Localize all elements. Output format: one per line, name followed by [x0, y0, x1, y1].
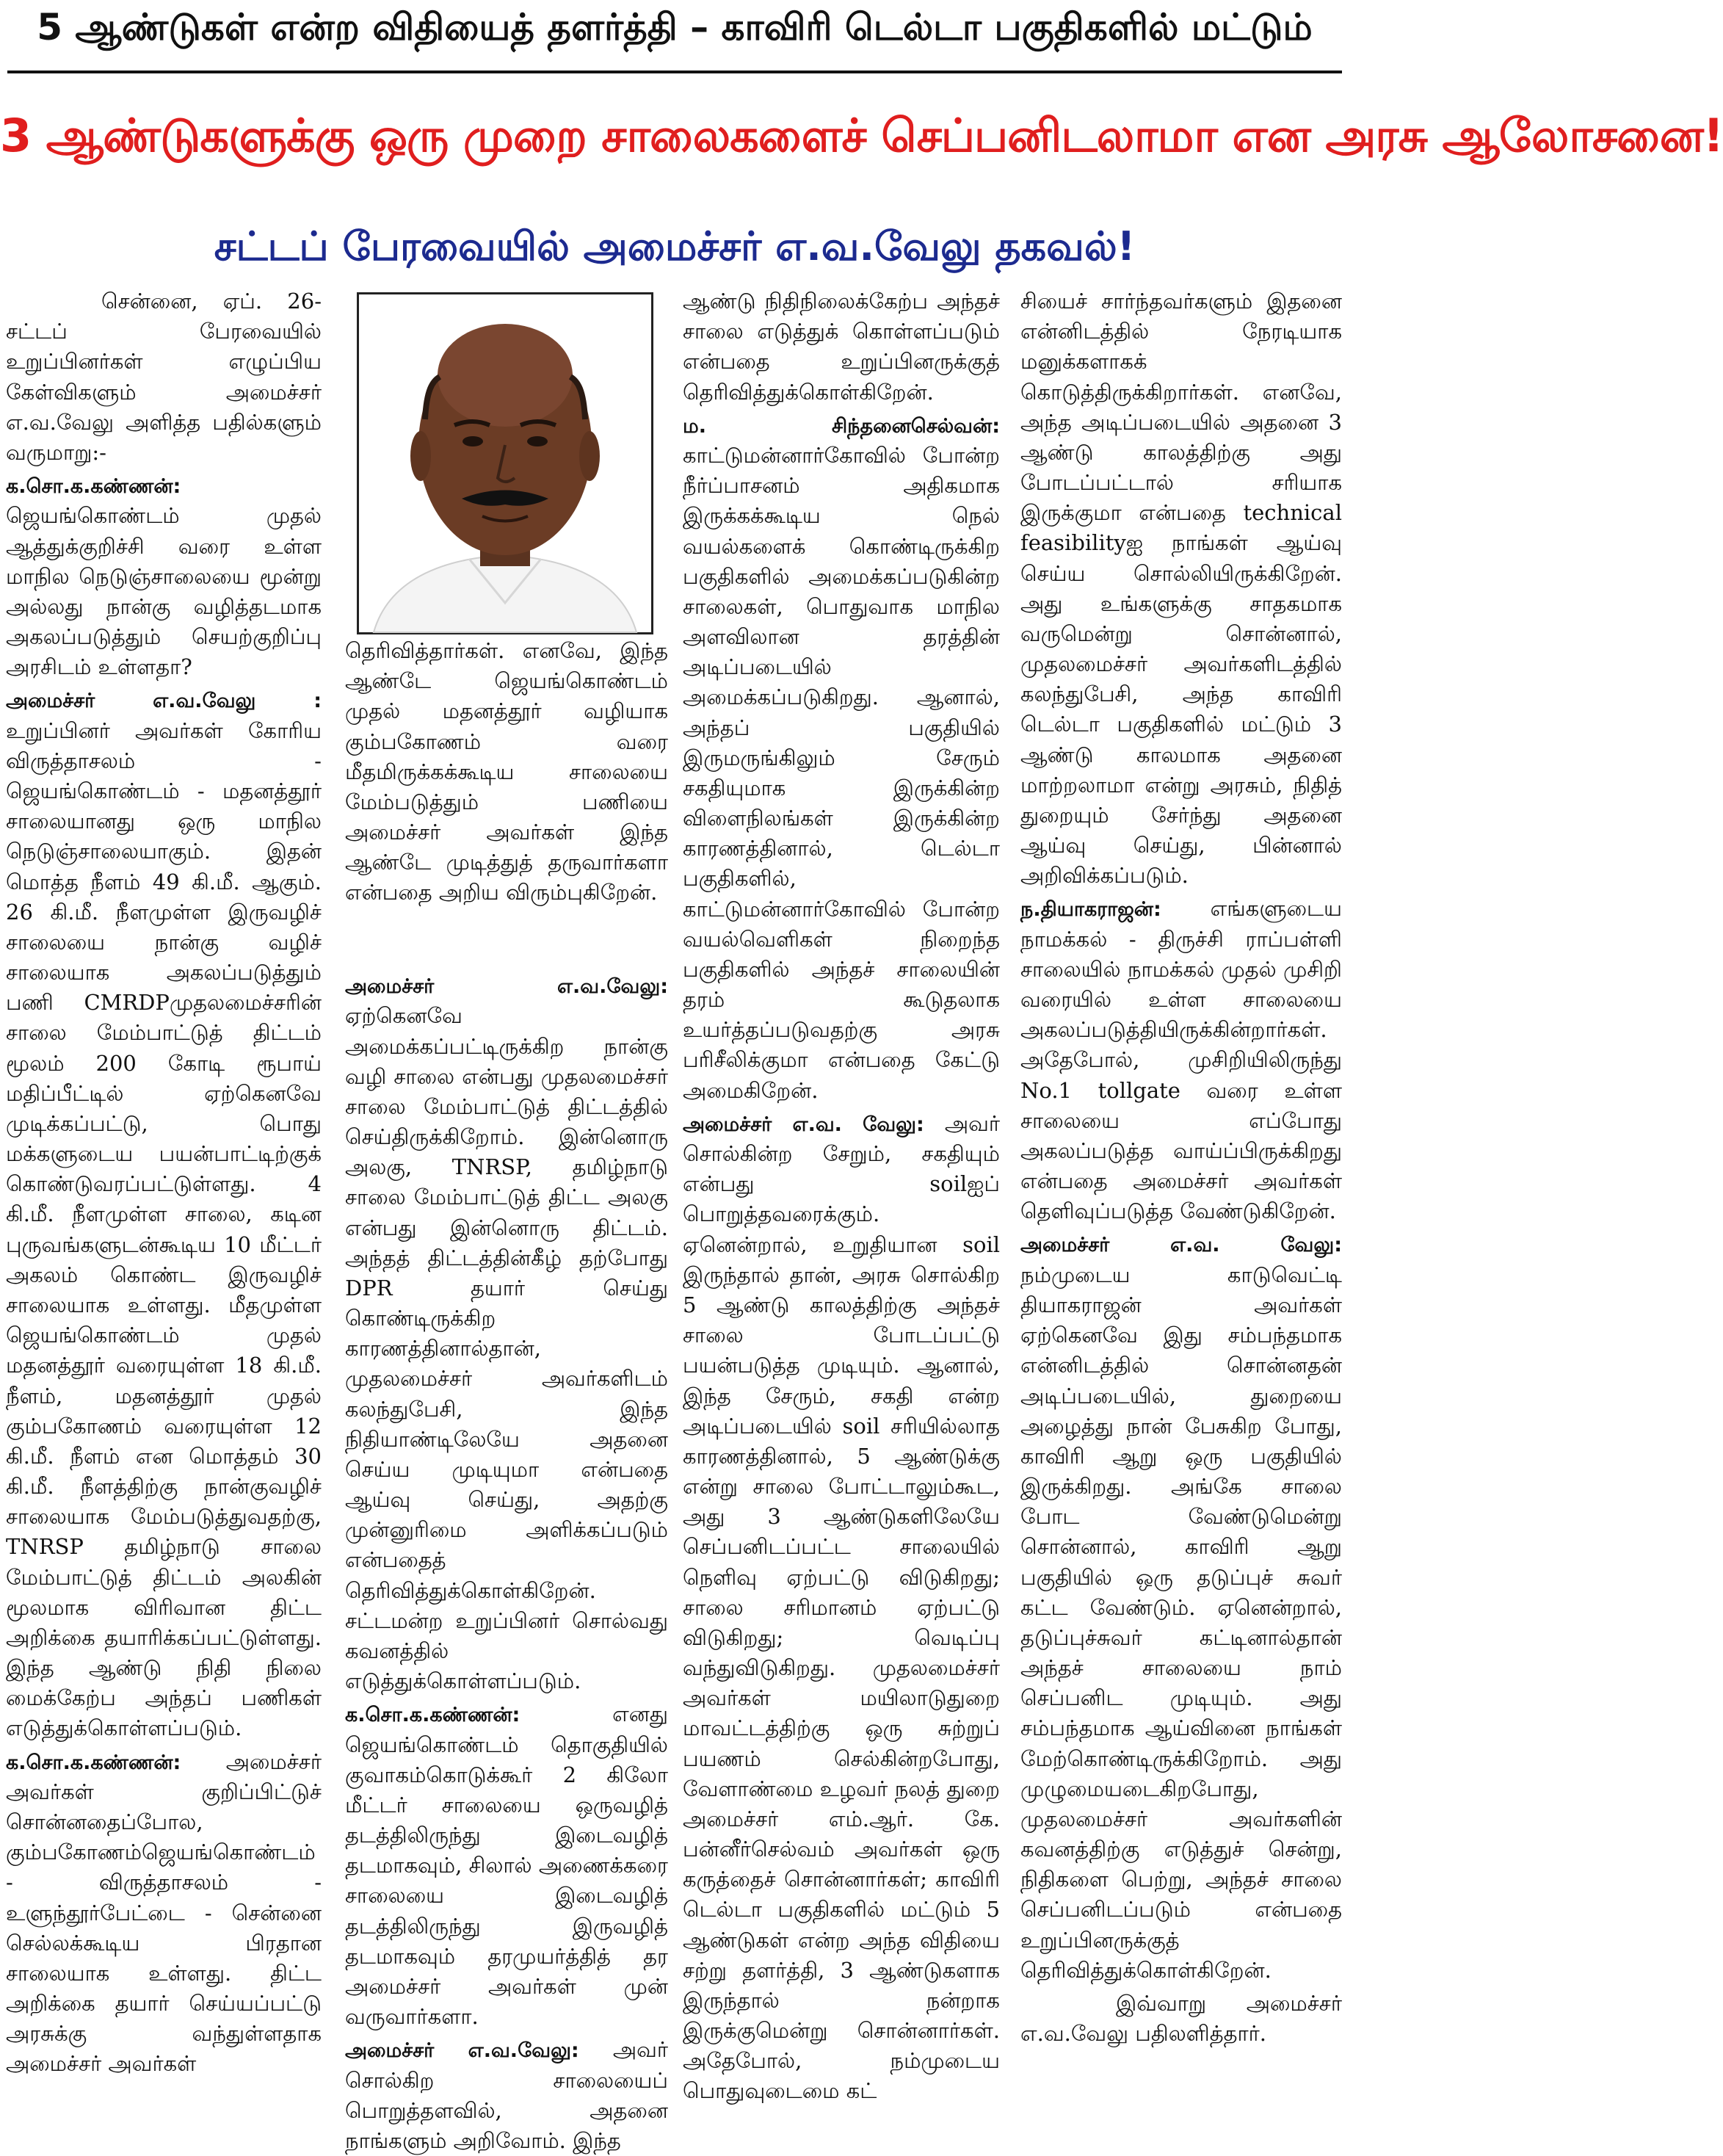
paragraph-text: தெரிவித்தார்கள். எனவே, இந்த ஆண்டே ஜெயங்கொண்டம் முதல் மதனத்தூர் வழியாக கும்பகோணம் வரை மீதமிருக்கக்கூடிய சாலையை மேம்படுத்தும் பணியை அமைச்சர் அவர்கள் இந்த ஆண்டே முடித்துத் தருவார்களா என்பதை அறிய விரும்புகிறேன். [345, 638, 668, 905]
article-paragraph [6, 1747, 322, 2080]
paragraph-text: காட்டுமன்னார்கோவில் போன்ற நீர்ப்பாசனம் அதிகமாக இருக்கக்கூடிய நெல் வயல்களைக் கொண்டிருக்கிற பகுதிகளில் அமைக்கப்படுகின்ற சாலைகள், பொதுவாக மாநில அளவிலான தரத்தின் அடிப்படையில் அமைக்கப்படுகிறது. ஆனால், அந்தப் பகுதியில் இருமருங்கிலும் சேரும் சகதியுமாக இருக்கின்ற விளைநிலங்கள் இருக்கின்ற காரணத்தினால், டெல்டா பகுதிகளில், காட்டுமன்னார்கோவில் போன்ற வயல்வெளிகள் நிறைந்த பகுதிகளில் அந்தச் சாலையின் தரம் கூடுதலாக உயர்த்தப்படுவதற்கு அரசு பரிசீலிக்குமா என்பதை கேட்டு அமைகிறேன். [683, 443, 1000, 1103]
article-paragraph [345, 971, 668, 1696]
paragraph-text: அவர் சொல்கிற சாலையைப் பொறுத்தளவில், அதனை நாங்களும் அறிவோம். இந்த [345, 2037, 668, 2153]
main-headline: 3 ஆண்டுகளுக்கு ஒரு முறை சாலைகளைச் செப்பனிடலாமா என அரசு ஆலோசனை! [0, 109, 1723, 162]
paragraph-text: அவர் சொல்கின்ற சேறும், சகதியும் என்பது soilஐப் பொறுத்தவரைக்கும். ஏனென்றால், உறுதியான soil இருந்தால் தான், அரசு சொல்கிற 5 ஆண்டு காலத்திற்கு அந்தச் சாலை போடப்பட்டு பயன்படுத்த முடியும். ஆனால், இந்த சேரும், சகதி என்ற அடிப்படையில் soil சரியில்லாத காரணத்தினால், 5 ஆண்டுக்கு என்று சாலை போட்டாலும்கூட, அது 3 ஆண்டுகளிலேயே செப்பனிடப்பட்ட சாலையில் நெளிவு ஏற்பட்டு விடுகிறது; சாலை சரிமானம் ஏற்பட்டு விடுகிறது; வெடிப்பு வந்துவிடுகிறது. முதலமைச்சர் அவர்கள் மயிலாடுதுறை மாவட்டத்திற்கு ஒரு சுற்றுப் பயணம் செல்கின்றபோது, வேளாண்மை உழவர் நலத் துறை அமைச்சர் எம்.ஆர். கே. பன்னீர்செல்வம் அவர்கள் ஒரு கருத்தைச் சொன்னார்கள்; காவிரி டெல்டா பகுதிகளில் மட்டும் 5 ஆண்டுகள் என்ற அந்த விதியை சற்று தளர்த்தி, 3 ஆண்டுகளாக இருந்தால் நன்றாக இருக்குமென்று சொன்னார்கள். அதேபோல், நம்முடைய பொதுவுடைமை கட் [683, 1110, 1000, 2104]
speaker-name: க.சொ.க.கண்ணன்: [6, 1751, 181, 1774]
article-paragraph [345, 2035, 668, 2156]
paragraph-text: ஜெயங்கொண்டம் முதல் ஆத்துக்குறிச்சி வரை உள்ள மாநில நெடுஞ்சாலையை மூன்று அல்லது நான்கு வழித்தடமாக அகலப்படுத்தும் செயற்குறிப்பு அரசிடம் உள்ளதா? [6, 503, 322, 680]
paragraph-text: சியைச் சார்ந்தவர்களும் இதனை என்னிடத்தில் நேரடியாக மனுக்களாகக் கொடுத்திருக்கிறார்கள். எனவே, அந்த அடிப்படையில் அதனை 3 ஆண்டு காலத்திற்கு அது போடப்பட்டால் சரியாக இருக்குமா என்பதை technical feasibilityஐ நாங்கள் ஆய்வு செய்ய சொல்லியிருக்கிறேன். அது உங்களுக்கு சாதகமாக வருமென்று சொன்னால், முதலமைச்சர் அவர்களிடத்தில் கலந்துபேசி, அந்த காவிரி டெல்டா பகுதிகளில் மட்டும் 3 ஆண்டு காலமாக அதனை மாற்றலாமா என்று அரசும், நிதித் துறையும் சேர்ந்து அதனை ஆய்வு செய்து, பின்னால் அறிவிக்கப்படும். [1020, 289, 1342, 889]
paragraph-text: ஆண்டு நிதிநிலைக்கேற்ப அந்தச் சாலை எடுத்துக் கொள்ளப்படும் என்பதை உறுப்பினருக்குத் தெரிவித்துக்கொள்கிறேன். [683, 289, 1000, 405]
paragraph-text: ஏற்கெனவே அமைக்கப்பட்டிருக்கிற நான்கு வழி சாலை என்பது முதலமைச்சர் சாலை மேம்பாட்டுத் திட்டத்தில் செய்திருக்கிறோம். இன்னொரு அலகு, TNRSP, தமிழ்நாடு சாலை மேம்பாட்டுத் திட்ட அலகு என்பது இன்னொரு திட்டம். அந்தத் திட்டத்தின்கீழ் தற்போது DPR தயார் செய்து கொண்டிருக்கிற காரணத்தினால்தான், முதலமைச்சர் அவர்களிடம் கலந்துபேசி, இந்த நிதியாண்டிலேயே அதனை செய்ய முடியுமா என்பதை ஆய்வு செய்து, அதற்கு முன்னுரிமை அளிக்கப்படும் என்பதைத் தெரிவித்துக்கொள்கிறேன். சட்டமன்ற உறுப்பினர் சொல்வது கவனத்தில் எடுத்துக்கொள்ளப்படும். [345, 1003, 668, 1694]
article-column-1 [6, 286, 322, 2141]
speaker-name: ம. சிந்தனைசெல்வன்: [683, 414, 1000, 438]
paragraph-text: எனது ஜெயங்கொண்டம் தொகுதியில் குவாகம்கொடுக்கூர் 2 கிலோ மீட்டர் சாலையை ஒருவழித் தடத்திலிருந்து இடைவழித் தடமாகவும், சிலால் அணைக்கரை சாலையை இடைவழித் தடத்திலிருந்து இருவழித் தடமாகவும் தரமுயர்த்தித் தர அமைச்சர் அவர்கள் முன் வருவார்களா. [345, 1701, 668, 2030]
speaker-name: ந.தியாகராஜன்: [1020, 898, 1161, 922]
paragraph-text: அமைச்சர் அவர்கள் குறிப்பிட்டுச் சொன்னதைப்போல, கும்பகோணம்ஜெயங்கொண்டம் - விருத்தாசலம் - உளுந்தூர்பேட்டை - சென்னை செல்லக்கூடிய பிரதான சாலையாக உள்ளது. திட்ட அறிக்கை தயார் செய்யப்பட்டு அரசுக்கு வந்துள்ளதாக அமைச்சர் அவர்கள் [6, 1748, 322, 2077]
article-column-4 [1020, 286, 1342, 2141]
speaker-name: க.சொ.க.கண்ணன்: [6, 475, 181, 499]
speaker-name: அமைச்சர் எ.வ.வேலு: [345, 2039, 579, 2063]
article-paragraph [683, 1109, 1000, 2107]
minister-photo [357, 292, 653, 634]
article-column-3 [683, 286, 1000, 2141]
speaker-name: க.சொ.க.கண்ணன்: [345, 1704, 520, 1727]
article-paragraph [1020, 894, 1342, 1226]
article-paragraph [683, 286, 1000, 408]
portrait-illustration [359, 294, 651, 632]
article-paragraph [6, 286, 322, 468]
article-paragraph [1020, 1989, 1342, 2049]
speaker-name: அமைச்சர் எ.வ. வேலு: [1020, 1234, 1342, 1257]
top-rule [7, 70, 1342, 73]
speaker-name: அமைச்சர் எ.வ. வேலு: [683, 1113, 924, 1136]
paragraph-text: நம்முடைய காடுவெட்டி தியாகராஜன் அவர்கள் ஏற்கெனவே இது சம்பந்தமாக என்னிடத்தில் சொன்னதன் அடிப்படையில், துறையை அழைத்து நான் பேசுகிற போது, காவிரி ஆறு ஒரு பகுதியில் இருக்கிறது. அங்கே சாலை போட வேண்டுமென்று சொன்னால், காவிரி ஆறு பகுதியில் ஒரு தடுப்புச் சுவர் கட்ட வேண்டும். ஏனென்றால், தடுப்புச்சுவர் கட்டினால்தான் அந்தச் சாலையை நாம் செப்பனிட முடியும். அது சம்பந்தமாக ஆய்வினை நாங்கள் மேற்கொண்டிருக்கிறோம். அது முழுமையடைகிறபோது, முதலமைச்சர் அவர்களின் கவனத்திற்கு எடுத்துச் சென்று, நிதிகளை பெற்று, அந்தச் சாலை செப்பனிடப்படும் என்பதை உறுப்பினருக்குத் தெரிவித்துக்கொள்கிறேன். [1020, 1262, 1342, 1983]
sub-headline: சட்டப் பேரவையில் அமைச்சர் எ.வ.வேலு தகவல்! [214, 223, 1136, 270]
article-column-2-top [345, 636, 668, 966]
article-paragraph [683, 410, 1000, 1106]
paragraph-text: உறுப்பினர் அவர்கள் கோரிய விருத்தாசலம் - ஜெயங்கொண்டம் - மதனத்தூர் சாலையானது ஒரு மாநில நெடுஞ்சாலையாகும். இதன் மொத்த நீளம் 49 கி.மீ. ஆகும். 26 கி.மீ. நீளமுள்ள இருவழிச் சாலையை நான்கு வழிச் சாலையாக அகலப்படுத்தும் பணி CMRDPமுதலமைச்சரின் சாலை மேம்பாட்டுத் திட்டம் மூலம் 200 கோடி ரூபாய் மதிப்பீட்டில் ஏற்கெனவே முடிக்கப்பட்டு, பொது மக்களுடைய பயன்பாட்டிற்குக் கொண்டுவரப்பட்டுள்ளது. 4 கி.மீ. நீளமுள்ள சாலை, கடின புருவங்களுடன்கூடிய 10 மீட்டர் அகலம் கொண்ட இருவழிச் சாலையாக உள்ளது. மீதமுள்ள ஜெயங்கொண்டம் முதல் மதனத்தூர் வரையுள்ள 18 கி.மீ. நீளம், மதனத்தூர் முதல் கும்பகோணம் வரையுள்ள 12 கி.மீ. நீளம் என மொத்தம் 30 கி.மீ. நீளத்திற்கு நான்குவழிச் சாலையாக மேம்படுத்துவதற்கு, TNRSP தமிழ்நாடு சாலை மேம்பாட்டுத் திட்டம் அலகின் மூலமாக விரிவான திட்ட அறிக்கை தயாரிக்கப்பட்டுள்ளது. இந்த ஆண்டு நிதி நிலை மைக்கேற்ப அந்தப் பணிகள் எடுத்துக்கொள்ளப்படும். [6, 717, 322, 1741]
speaker-name: அமைச்சர் எ.வ.வேலு: [345, 975, 668, 998]
article-paragraph [6, 471, 322, 682]
article-paragraph [345, 1699, 668, 2032]
paragraph-text: சென்னை, ஏப். 26- சட்டப் பேரவையில் உறுப்பினர்கள் எழுப்பிய கேள்விகளும் அமைச்சர் எ.வ.வேலு அளித்த பதில்களும் வருமாறு:- [6, 289, 322, 465]
paragraph-text: எங்களுடைய நாமக்கல் - திருச்சி ராப்பள்ளி சாலையில் நாமக்கல் முதல் முசிறி வரையில் உள்ள சாலையை அகலப்படுத்தியிருக்கின்றார்கள். அதேபோல், முசிறியிலிருந்து No.1 tollgate வரை உள்ள சாலையை எப்போது அகலப்படுத்த வாய்ப்பிருக்கிறது என்பதை அமைச்சர் அவர்கள் தெளிவுப்படுத்த வேண்டுகிறேன். [1020, 896, 1342, 1224]
article-paragraph [345, 636, 668, 908]
paragraph-text: இவ்வாறு அமைச்சர் எ.வ.வேலு பதிலளித்தார். [1020, 1990, 1342, 2047]
speaker-name: அமைச்சர் எ.வ.வேலு : [6, 690, 322, 713]
article-paragraph [1020, 286, 1342, 891]
kicker-headline: 5 ஆண்டுகள் என்ற விதியைத் தளர்த்தி – காவிரி டெல்டா பகுதிகளில் மட்டும் [37, 6, 1313, 48]
article-paragraph [1020, 1229, 1342, 1985]
article-paragraph [6, 685, 322, 1743]
article-column-2 [345, 971, 668, 2153]
